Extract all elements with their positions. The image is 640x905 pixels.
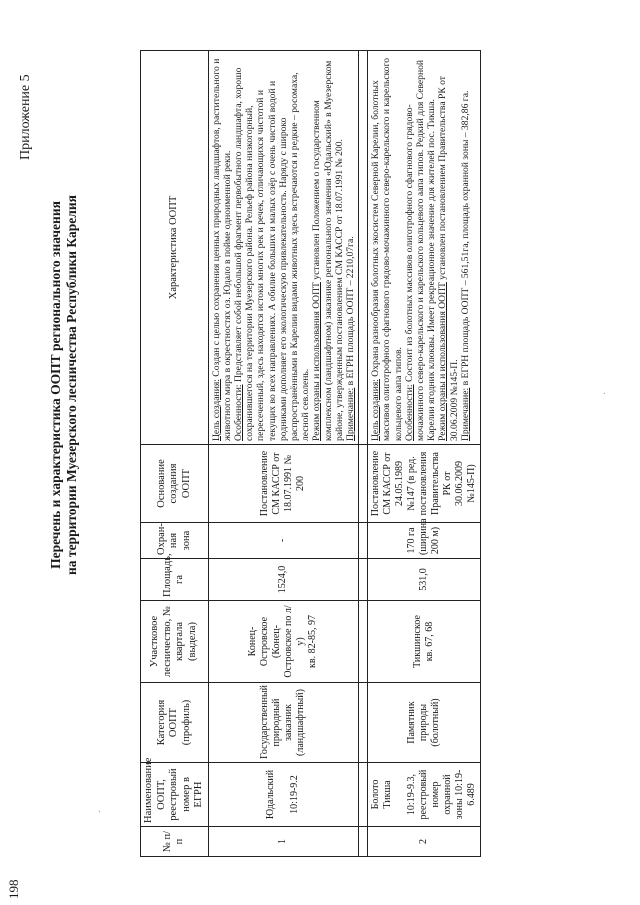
features-text: Состоит из болотных массивов олиготрофного сфагнового грядово-мочажинного северо-карельского и карельского кольцевого аапа типов. Редкий для Северной Карелии ягодник клюквы. Имеет рекреационное значение для жителей пос. Тикша. — [403, 59, 438, 441]
row-area: 531,0 — [368, 559, 481, 601]
note-label: Примечание: — [459, 387, 471, 441]
oopt-name: Болото Тикша — [370, 779, 394, 810]
oopt-name: Юдальский — [265, 769, 277, 820]
separator-cell — [359, 683, 368, 763]
title-line-2: на территории Муезерского лесничества Республики Карелия — [64, 195, 79, 575]
note-text: в ЕГРН площадь ООПТ – 2210,07га. — [344, 236, 356, 388]
row-buffer: - — [208, 523, 359, 559]
regime-label: Режим охраны и использования ООПТ — [311, 282, 323, 441]
header-area: Площадь, га — [141, 559, 209, 601]
header-name: Наименование ООПТ, реестровый номер в ЕГРН — [141, 763, 209, 827]
separator-cell — [359, 559, 368, 601]
oopt-table — [140, 50, 481, 857]
header-forestry: Участковое лесничество, № квартала (выдела) — [141, 601, 209, 683]
regime-label: Режим охраны и использования ООПТ — [437, 282, 449, 441]
page-number: 198 — [6, 879, 21, 899]
header-num: № п/п — [141, 827, 209, 857]
document-title — [48, 0, 80, 795]
table-header-row — [141, 51, 209, 857]
separator-cell — [359, 827, 368, 857]
header-basis: Основание создания ООПТ — [141, 445, 209, 523]
row-num: 1 — [208, 827, 359, 857]
separator-cell — [359, 51, 368, 445]
forestry-name: Тикшинское — [412, 615, 424, 668]
note-text: в ЕГРН площадь ООПТ – 561,51га, площадь охранной зоны – 382,86 га. — [459, 90, 471, 388]
header-category: Категория ООПТ (профиль) — [141, 683, 209, 763]
separator-cell — [359, 523, 368, 559]
header-characteristic: Характеристика ООПТ — [141, 51, 209, 445]
oopt-reg-number: 10:19-9.3, реестровый номер охранной зоны 10:19-6.489 — [406, 769, 478, 820]
row-forestry — [208, 601, 359, 683]
row-num: 2 — [368, 827, 481, 857]
purpose-label: Цель создания: — [370, 379, 382, 441]
row-characteristic — [368, 51, 481, 445]
features-label: Особенности: — [403, 384, 415, 441]
purpose-text: Охрана разнообразия болотных экосистем Северной Карелии, болотных массивов олиготрофного сфагнового грядово-мочажинного северо-карельского и карельского кольцевого аапа типов. — [370, 57, 404, 441]
appendix-label: Приложение 5 — [18, 74, 33, 160]
forestry-quarters: кв. 82-85, 97 — [307, 615, 319, 668]
forestry-name: Конец-Островское (Конец-Островское по л/у) — [247, 605, 307, 678]
row-name — [208, 763, 359, 827]
regime-text: установлен Положением о государственном комплексном (ландшафтном) заказнике регионального значения «Юдальский» в Муезерском районе, утвержденным постановлением СМ КАССР от 18.07.1991 № 200. — [311, 60, 345, 441]
purpose-label: Цель создания: — [210, 379, 222, 441]
row-buffer: 170 га (ширина 200 м) — [368, 523, 481, 559]
forestry-quarters: кв. 67, 68 — [424, 621, 436, 662]
table-row — [368, 51, 481, 857]
separator-cell — [359, 445, 368, 523]
table-separator-row — [359, 51, 368, 857]
features-label: Особенности: — [232, 384, 244, 441]
note-label: Примечание: — [344, 387, 356, 441]
row-basis: Постановление СМ КАССР от 18.07.1991 № 200 — [208, 445, 359, 523]
row-name — [368, 763, 481, 827]
row-characteristic — [208, 51, 359, 445]
regime-text: установлен постановлением Правительства РК от 30.06.2009 №145-П. — [437, 76, 460, 441]
row-category: Государственный природный заказник (ландшафтный) — [208, 683, 359, 763]
row-area: 1524,0 — [208, 559, 359, 601]
separator-cell — [359, 601, 368, 683]
features-text: Представляет собой небольшой фрагмент первобытного ландшафта, хорошо сохранившегося на территории Муезерского района. Рельеф района низкогорный, пересеченный, здесь находятся истоки многих рек и речек, отличающихся чистотой и текущих во всех направлениях. А обилие больших и малых озёр с очень чистой водой и родниками дополняет его экологическую привлекательность. Наряду с широко распространёнными в Карелии видами животных здесь встречаются и редкие – росомаха, лесной сев.олень. — [232, 67, 312, 441]
row-category: Памятник природы (болотный) — [368, 683, 481, 763]
row-basis: Постановление СМ КАССР от 24.05.1989 №147 (в ред. постановления Правительства РК от 30.06.2009 №145-П) — [368, 445, 481, 523]
table-row — [208, 51, 359, 857]
title-line-1: Перечень и характеристика ООПТ регионального значения — [48, 201, 63, 569]
row-forestry — [368, 601, 481, 683]
scan-speck: · — [95, 809, 106, 813]
separator-cell — [359, 763, 368, 827]
purpose-text: Создан с целью сохранения ценных природных ландшафтов, растительного и животного мира в окрестностях оз. Юдало в пойме одноименной реки. — [210, 58, 233, 441]
oopt-reg-number: 10:19-9.2 — [289, 775, 301, 814]
header-buffer: Охран-ная зона — [141, 523, 209, 559]
scan-speck: · — [600, 391, 611, 395]
